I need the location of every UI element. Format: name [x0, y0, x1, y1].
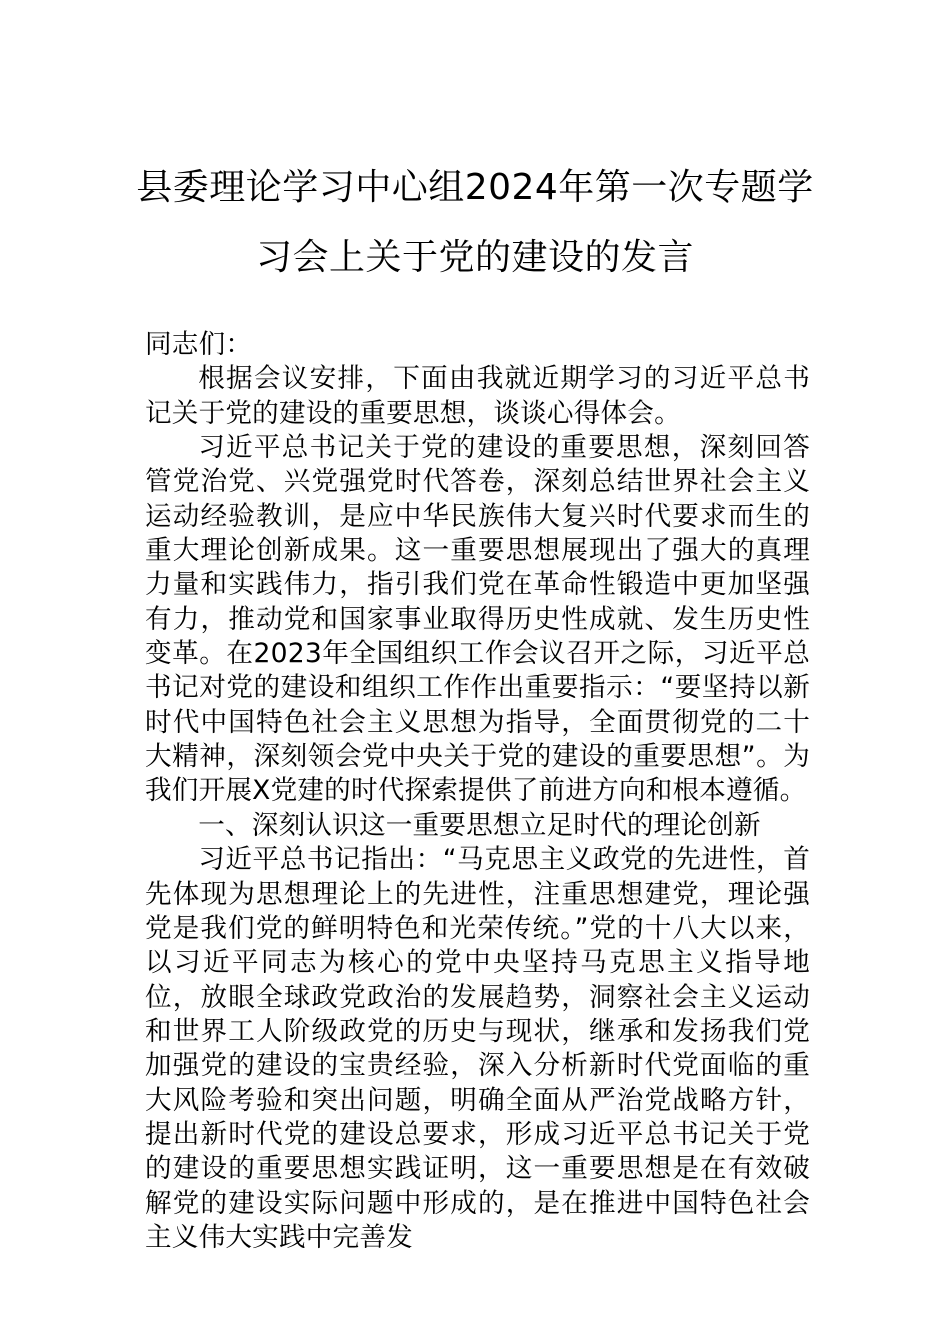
salutation: 同志们： [145, 329, 253, 360]
document-title-line-1: 县委理论学习中心组2024年第一次专题学 [136, 167, 814, 208]
document-title-line-2: 习会上关于党的建设的发言 [255, 237, 694, 278]
paragraph-section-1: 习近平总书记指出：“马克思主义政党的先进性，首先体现为思想理论上的先进性，注重思想建党，理论强党是我们党的鲜明特色和光荣传统。”党的十八大以来，以习近平同志为核心的党中央坚持马克思主义指导地位，放眼全球政党政治的发展趋势，洞察社会主义运动和世界工人阶级政党的历史与现状，继承和发扬我们党加强党的建设的宝贵经验，深入分析新时代党面临的重大风险考验和突出问题，明确全面从严治党战略方针，提出新时代党的建设总要求，形成习近平总书记关于党的建设的重要思想实践证明，这一重要思想是在有效破解党的建设实际问题中形成的，是在推进中国特色社会主义伟大实践中完善发 [145, 844, 810, 1253]
paragraph-overview: 习近平总书记关于党的建设的重要思想，深刻回答管党治党、兴党强党时代答卷，深刻总结世界社会主义运动经验教训，是应中华民族伟大复兴时代要求而生的重大理论创新成果。这一重要思想展现出了强大的真理力量和实践伟力，指引我们党在革命性锻造中更加坚强有力，推动党和国家事业取得历史性成就、发生历史性变革。在2023年全国组织工作会议召开之际，习近平总书记对党的建设和组织工作作出重要指示：“要坚持以新时代中国特色社会主义思想为指导，全面贯彻党的二十大精神，深刻领会党中央关于党的建设的重要思想”。为我们开展X党建的时代探索提供了前进方向和根本遵循。 [145, 432, 810, 807]
section-heading-1: 一、深刻认识这一重要思想立足时代的理论创新 [198, 809, 761, 841]
paragraph-intro: 根据会议安排，下面由我就近期学习的习近平总书记关于党的建设的重要思想，谈谈心得体会。 [145, 363, 810, 429]
document-body [145, 328, 810, 1255]
